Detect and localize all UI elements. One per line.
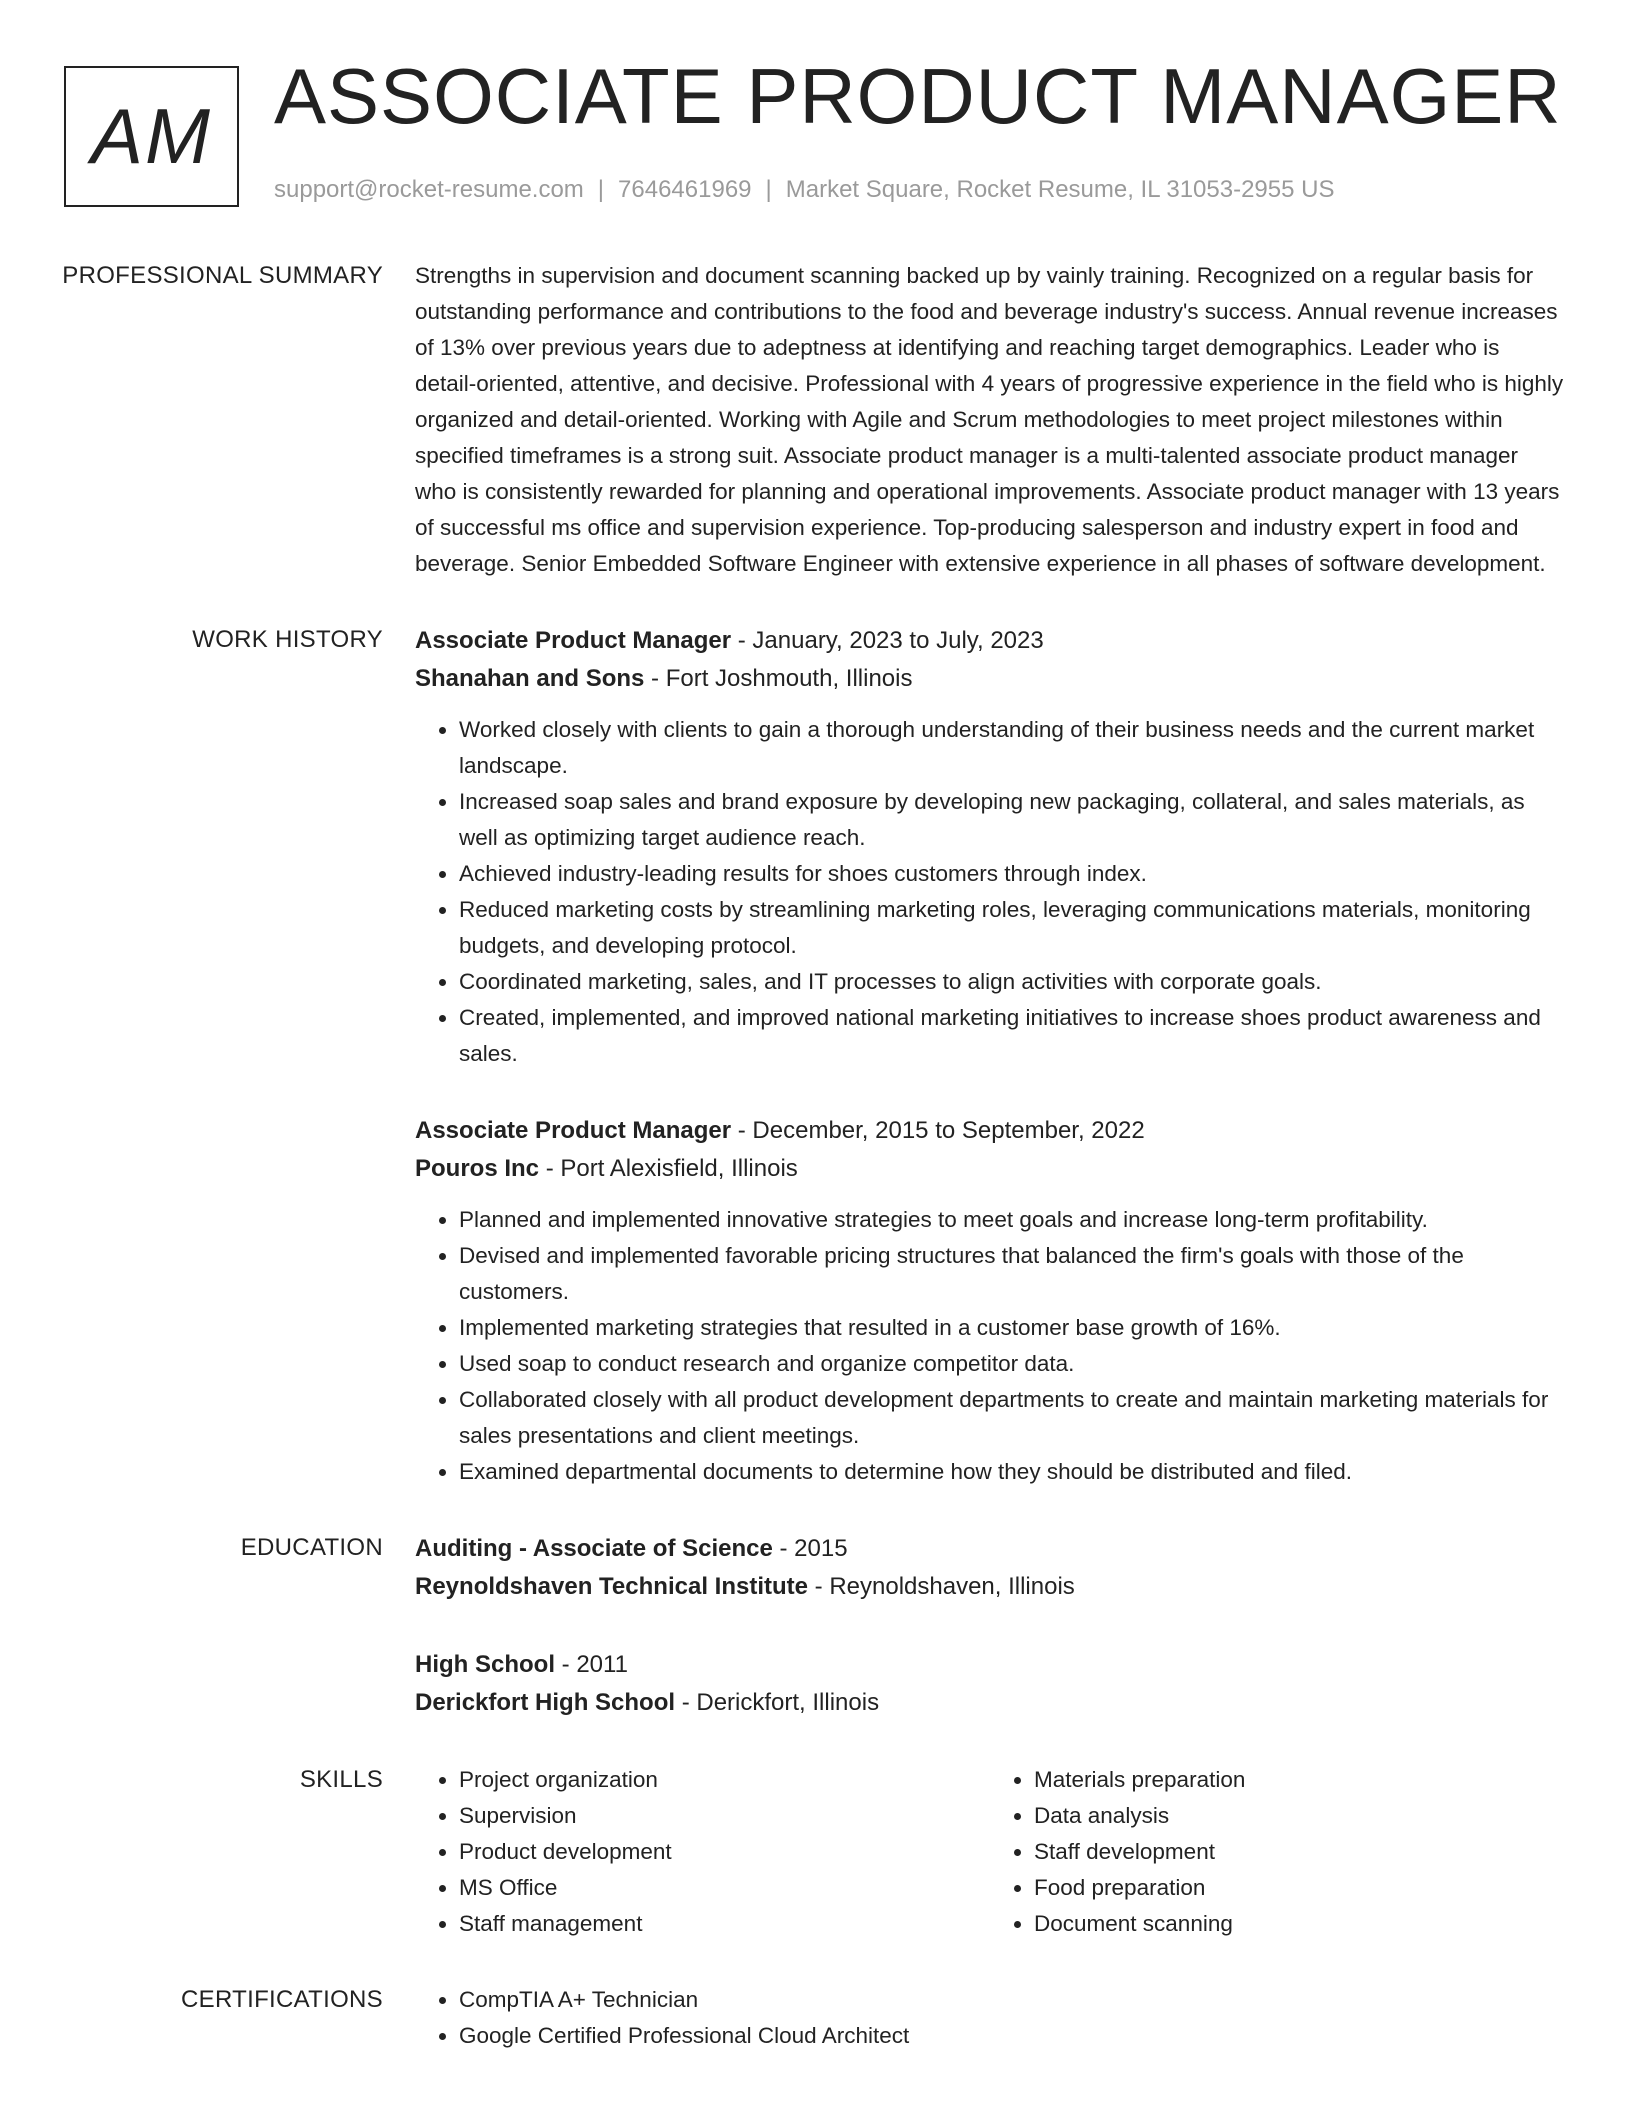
skill-item: • Supervision	[459, 1798, 990, 1834]
job-title-line	[415, 1112, 1565, 1150]
school: Reynoldshaven Technical Institute	[415, 1573, 808, 1600]
job-bullet: • Increased soap sales and brand exposure by developing new packaging, collateral, and sales materials, as well as optimizing target audience reach.	[459, 784, 1565, 856]
job-entry	[415, 1112, 1565, 1490]
job-dates: - December, 2015 to September, 2022	[731, 1117, 1145, 1144]
section-label: WORK HISTORY	[192, 626, 383, 653]
degree: High School	[415, 1651, 555, 1678]
school-location: - Reynoldshaven, Illinois	[807, 1573, 1075, 1600]
degree-year: - 2015	[772, 1535, 848, 1562]
education-entry	[415, 1530, 1565, 1606]
school-line	[415, 1568, 1565, 1606]
section-label: PROFESSIONAL SUMMARY	[62, 262, 383, 289]
job-bullets	[415, 1202, 1565, 1490]
degree-line	[415, 1646, 1565, 1684]
job-company-line	[415, 1150, 1565, 1188]
degree-line	[415, 1530, 1565, 1568]
section-body	[415, 1530, 1565, 1722]
skill-item: • MS Office	[459, 1870, 990, 1906]
skills-columns	[415, 1762, 1565, 1942]
contact-email: support@rocket-resume.com	[274, 176, 584, 203]
job-company: Pouros Inc	[415, 1155, 540, 1182]
initials-monogram	[64, 66, 239, 207]
job-bullets	[415, 712, 1565, 1072]
degree: Auditing - Associate of Science	[415, 1535, 773, 1562]
job-bullet: • Collaborated closely with all product development departments to create and maintain marketing materials for sales presentations and client meetings.	[459, 1382, 1565, 1454]
section-label: EDUCATION	[240, 1534, 383, 1561]
job-bullet: • Examined departmental documents to determine how they should be distributed and filed.	[459, 1454, 1565, 1490]
certification-item: • CompTIA A+ Technician	[459, 1982, 1565, 2018]
job-title: Associate Product Manager	[415, 1117, 732, 1144]
certifications-list	[415, 1982, 1565, 2054]
skill-item: • Product development	[459, 1834, 990, 1870]
contact-address: Market Square, Rocket Resume, IL 31053-2955 US	[785, 176, 1335, 203]
school: Derickfort High School	[415, 1689, 676, 1716]
section-body	[415, 622, 1565, 1490]
job-company: Shanahan and Sons	[415, 665, 645, 692]
job-company-line	[415, 660, 1565, 698]
job-bullet: • Achieved industry-leading results for shoes customers through index.	[459, 856, 1565, 892]
skill-item: • Data analysis	[1034, 1798, 1565, 1834]
contact-separator: |	[597, 176, 605, 203]
section-body	[415, 1982, 1565, 2054]
job-bullet: • Coordinated marketing, sales, and IT processes to align activities with corporate goals.	[459, 964, 1565, 1000]
job-location: - Port Alexisfield, Illinois	[539, 1155, 798, 1182]
skill-item: • Food preparation	[1034, 1870, 1565, 1906]
job-bullet: • Created, implemented, and improved national marketing initiatives to increase shoes product awareness and sales.	[459, 1000, 1565, 1072]
section-label: CERTIFICATIONS	[181, 1986, 383, 2013]
section-summary	[0, 258, 1632, 582]
school-line	[415, 1684, 1565, 1722]
skill-item: • Project organization	[459, 1762, 990, 1798]
job-bullet: • Used soap to conduct research and organize competitor data.	[459, 1346, 1565, 1382]
section-skills	[0, 1762, 1632, 1942]
skills-column	[990, 1762, 1565, 1942]
job-title: Associate Product Manager	[415, 627, 732, 654]
job-entry	[415, 622, 1565, 1072]
summary-text: Strengths in supervision and document scanning backed up by vainly training. Recognized on a regular basis for outstanding performance and contributions to the food and beverage industry's success. Annual revenue increases of 13% over previous years due to adeptness at identifying and reaching target demographics. Leader who is detail-oriented, attentive, and decisive. Professional with 4 years of progressive experience in the field who is highly organized and detail-oriented. Working with Agile and Scrum methodologies to meet project milestones within specified timeframes is a strong suit. Associate product manager is a multi-talented associate product manager who is consistently rewarded for planning and operational improvements. Associate product manager with 13 years of successful ms office and supervision experience. Top-producing salesperson and industry expert in food and beverage. Senior Embedded Software Engineer with extensive experience in all phases of software development.	[415, 263, 1564, 576]
section-body	[415, 258, 1565, 582]
job-bullet: • Implemented marketing strategies that resulted in a customer base growth of 16%.	[459, 1310, 1565, 1346]
degree-year: - 2011	[555, 1651, 628, 1678]
skill-item: • Staff development	[1034, 1834, 1565, 1870]
job-title-line	[415, 622, 1565, 660]
skill-item: • Materials preparation	[1034, 1762, 1565, 1798]
school-location: - Derickfort, Illinois	[675, 1689, 880, 1716]
job-bullet: • Devised and implemented favorable pricing structures that balanced the firm's goals with those of the customers.	[459, 1238, 1565, 1310]
contact-phone: 7646461969	[618, 176, 752, 203]
section-work-history	[0, 622, 1632, 1490]
job-bullet: • Planned and implemented innovative strategies to meet goals and increase long-term profitability.	[459, 1202, 1565, 1238]
contact-separator: |	[765, 176, 772, 203]
section-certifications	[0, 1982, 1632, 2054]
education-entry	[415, 1646, 1565, 1722]
skills-column	[415, 1762, 990, 1942]
job-dates: - January, 2023 to July, 2023	[731, 627, 1044, 654]
section-education	[0, 1530, 1632, 1722]
job-location: - Fort Joshmouth, Illinois	[644, 665, 913, 692]
section-label: SKILLS	[299, 1766, 383, 1793]
skill-item: • Document scanning	[1034, 1906, 1565, 1942]
initials-text: AM	[91, 92, 212, 180]
job-bullet: • Reduced marketing costs by streamlining marketing roles, leveraging communications materials, monitoring budgets, and developing protocol.	[459, 892, 1565, 964]
contact-line	[274, 176, 1334, 204]
resume-content	[0, 258, 1632, 2094]
certification-item: • Google Certified Professional Cloud Architect	[459, 2018, 1565, 2054]
job-bullet: • Worked closely with clients to gain a thorough understanding of their business needs and the current market landscape.	[459, 712, 1565, 784]
candidate-name: ASSOCIATE PRODUCT MANAGER	[274, 52, 1562, 140]
skill-item: • Staff management	[459, 1906, 990, 1942]
